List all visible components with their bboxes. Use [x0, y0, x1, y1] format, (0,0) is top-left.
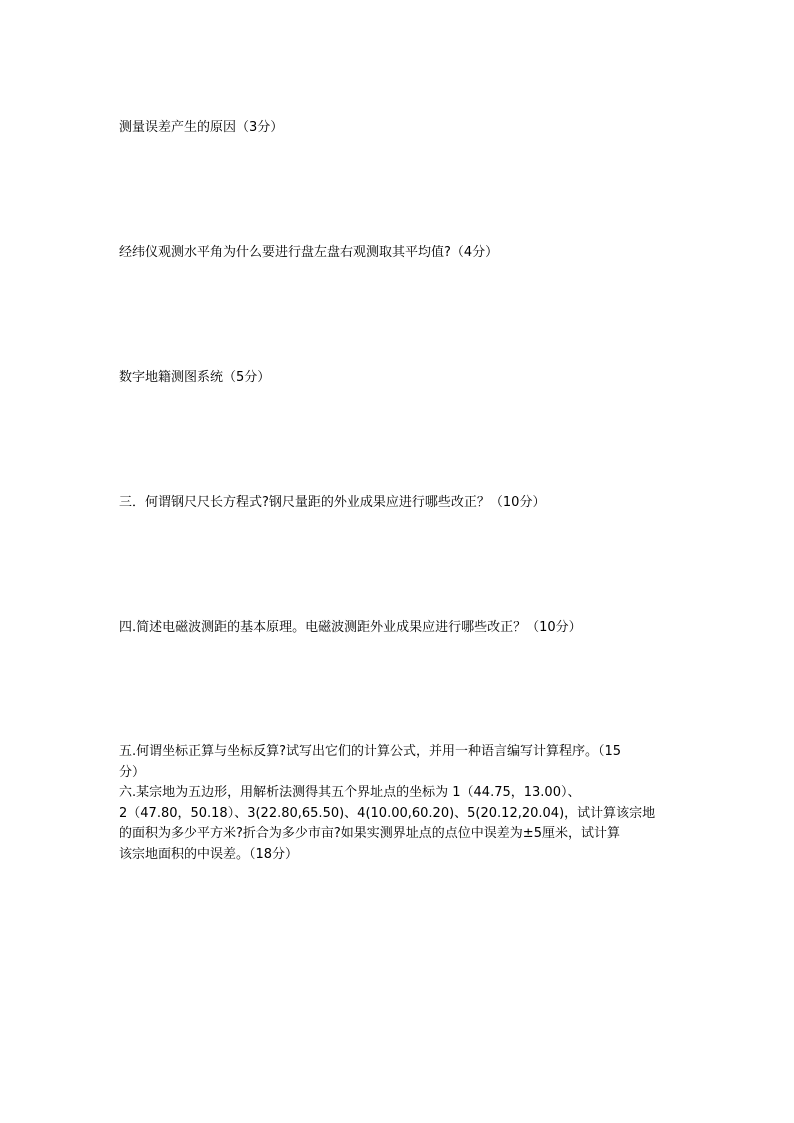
question-6-line-2: 2（47.80，50.18）、3(22.80,65.50)、4(10.00,60.20)、5(20.12,20.04)，试计算该宗地: [119, 805, 656, 821]
question-5-line-2: 分）: [119, 764, 146, 780]
question-theodolite: 经纬仪观测水平角为什么要进行盘左盘右观测取其平均值?（4分）: [119, 245, 499, 260]
question-4-edm: 四.简述电磁波测距的基本原理。电磁波测距外业成果应进行哪些改正？（10分）: [119, 620, 582, 635]
question-3-steel-tape: 三．何谓钢尺尺长方程式?钢尺量距的外业成果应进行哪些改正？（10分）: [119, 495, 546, 510]
question-6-line-3: 的面积为多少平方米?折合为多少市亩?如果实测界址点的点位中误差为±5厘米，试计算: [119, 826, 620, 841]
question-5-line-1: 五.何谓坐标正算与坐标反算?试写出它们的计算公式，并用一种语言编写计算程序。（15: [119, 744, 622, 759]
question-5-coordinates: [119, 742, 669, 783]
question-6-line-4: 该宗地面积的中误差。（18分）: [119, 846, 299, 862]
question-6-parcel-area: [119, 783, 669, 865]
question-6-line-1: 六.某宗地为五边形，用解析法测得其五个界址点的坐标为 1（44.75，13.00）、: [119, 785, 581, 800]
question-digital-cadastral: 数字地籍测图系统（5分）: [119, 370, 271, 385]
question-error-cause: 测量误差产生的原因（3分）: [119, 120, 284, 135]
